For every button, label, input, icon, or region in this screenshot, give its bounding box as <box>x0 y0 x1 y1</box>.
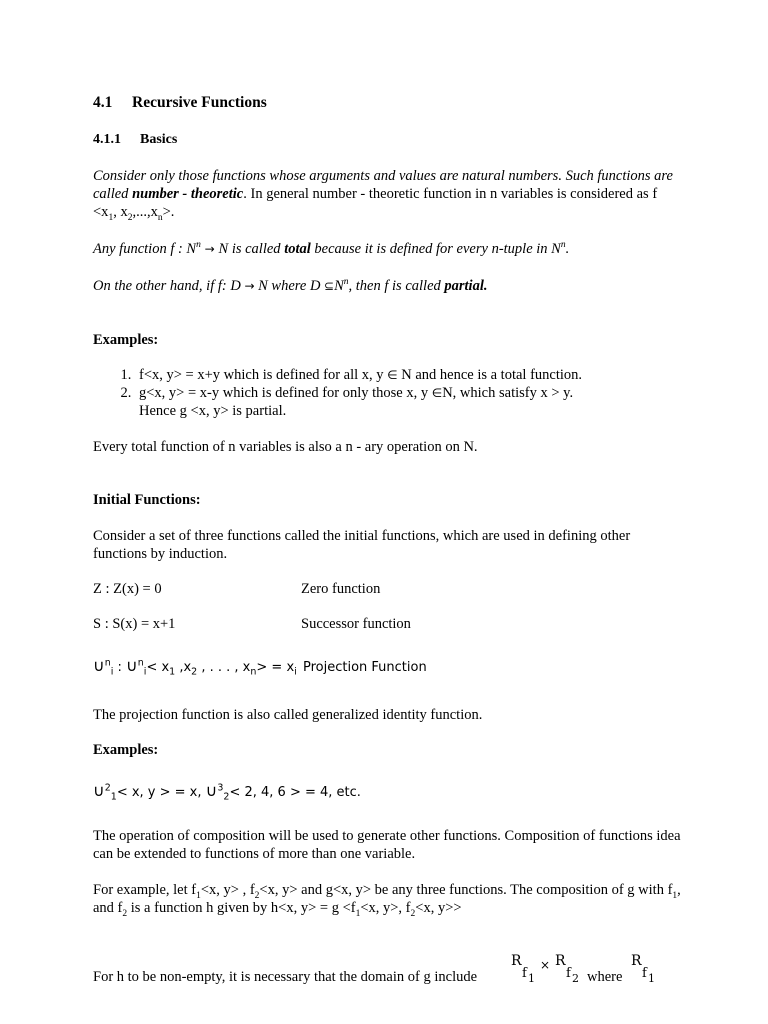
partial-definition <box>93 277 683 295</box>
section-title-text: Recursive Functions <box>132 94 267 111</box>
ex-sup-a: 2 <box>104 782 111 794</box>
intro-text: . In general number - theoretic function in n variables is considered as f <x <box>93 186 658 220</box>
intro-bold-term: number - theoretic <box>132 186 244 202</box>
total-def-sup: n <box>196 240 201 251</box>
range-r-2: R <box>555 953 566 969</box>
intro-sub-n: n <box>157 212 163 223</box>
proj-sn: n <box>250 666 257 678</box>
item2-text-a: g<x, y> = x-y which is defined for only those x, y <box>139 385 432 401</box>
proj-sub: i <box>110 666 114 678</box>
examples-list <box>93 366 695 420</box>
ex-text-b: < 2, 4, 6 > = 4, etc. <box>229 785 361 800</box>
section-number: 4.1 <box>93 94 113 111</box>
partial-def-d: , then f is called <box>348 278 445 294</box>
item1-text-a: f<x, y> = x+y which is defined for all x, y <box>139 367 388 383</box>
projection-note: The projection function is also called generalized identity function. <box>93 707 483 723</box>
total-note: Every total function of n variables is also a n - ary operation on N. <box>93 439 478 455</box>
composition-paragraph-3: For h to be non-empty, it is necessary that the domain of g include <box>93 969 478 985</box>
projection-function-def <box>93 657 297 677</box>
range-f-2: f <box>566 966 571 981</box>
comp-c: <x, y> and g<x, y> be any three functions. The composition of g with f <box>259 882 673 898</box>
item2-text-c: Hence g <x, y> is partial. <box>139 403 287 419</box>
comp-s2: 2 <box>254 890 260 901</box>
comp-f: <x, y>, f <box>360 900 411 916</box>
proj-c1: ,x <box>175 660 192 675</box>
proj-colon: : <box>113 660 127 675</box>
proj-end: > = x <box>256 660 295 675</box>
times-symbol: × <box>540 958 551 972</box>
intro-end: >. <box>162 204 175 220</box>
projection-function-name: Projection Function <box>303 660 427 675</box>
range-sub-2: 2 <box>572 972 579 985</box>
initial-functions-heading: Initial Functions: <box>93 492 201 508</box>
range-f-1: f <box>522 966 527 981</box>
proj-si: i <box>294 666 297 678</box>
comp-s5: 1 <box>355 908 361 919</box>
proj-s1: 1 <box>169 666 176 678</box>
successor-function-name: Successor function <box>301 616 411 632</box>
zero-function-def: Z : Z(x) = 0 <box>93 581 162 597</box>
ex-sub-b: 2 <box>223 791 230 803</box>
list-item <box>135 384 695 420</box>
intro-italic: Consider only those functions whose arguments and values are natural numbers. Such functions are called <box>93 168 673 202</box>
union-symbol: ∪ <box>205 781 218 800</box>
partial-def-a: On the other hand, if f: D <box>93 278 245 294</box>
element-of-symbol: ∈ <box>431 386 443 400</box>
comp-s3: 1 <box>672 890 678 901</box>
proj-sub-2: i <box>143 666 147 678</box>
element-of-symbol: ∈ <box>387 368 398 382</box>
union-symbol: ∪ <box>93 656 105 675</box>
proj-s2: 2 <box>191 666 198 678</box>
subsection-title <box>93 131 177 149</box>
ex-sub-a: 1 <box>110 791 117 803</box>
ex-text-a: < x, y > = x, <box>116 785 202 800</box>
where-word: where <box>587 969 623 985</box>
intro-sub-1: 1 <box>108 212 114 223</box>
examples-heading-1: Examples: <box>93 332 159 348</box>
total-def-a: Any function f : N <box>93 241 197 257</box>
partial-def-c: N <box>334 278 344 294</box>
proj-c2: , . . . , x <box>197 660 251 675</box>
total-def-b: N is called <box>218 241 285 257</box>
total-def-bold: total <box>284 241 311 257</box>
initial-intro: Consider a set of three functions called the initial functions, which are used in defining other functions by induction. <box>93 528 631 562</box>
intro-dots: ,...,x <box>132 204 158 220</box>
range-r-3: R <box>631 953 642 969</box>
proj-sup: n <box>104 657 111 669</box>
projection-examples <box>93 782 361 802</box>
zero-function-name: Zero function <box>301 581 381 597</box>
total-def-sup-2: n <box>560 240 566 251</box>
ex-sup-b: 3 <box>217 782 224 794</box>
subset-symbol: ⊆ <box>324 279 335 293</box>
partial-def-bold: partial. <box>444 278 488 294</box>
comp-s4: 2 <box>122 908 128 919</box>
partial-def-b: N where D <box>254 278 325 294</box>
composition-paragraph-2 <box>93 881 683 917</box>
union-symbol: ∪ <box>93 781 105 800</box>
comp-e: is a function h given by h<x, y> = g <f <box>127 900 356 916</box>
item1-text-b: N and hence is a total function. <box>397 367 583 383</box>
arrow-symbol: → <box>244 279 255 293</box>
list-item <box>135 366 695 384</box>
composition-paragraph-1: The operation of composition will be used to generate other functions. Composition of functions idea can be extended to functions of more than one variable. <box>93 828 681 862</box>
proj-args: < x <box>146 660 170 675</box>
arrow-symbol: → <box>200 242 219 256</box>
range-f-3: f <box>642 966 647 981</box>
intro-sub-2: 2 <box>127 212 133 223</box>
intro-mid: , x <box>113 204 128 220</box>
total-def-c: because it is defined for every n-tuple in N <box>310 241 561 257</box>
subsection-title-text: Basics <box>140 132 178 147</box>
item2-text-b: N, which satisfy x > y. <box>442 385 574 401</box>
intro-paragraph <box>93 167 683 221</box>
subsection-number: 4.1.1 <box>93 132 121 147</box>
comp-b: <x, y> , f <box>200 882 255 898</box>
examples-heading-2: Examples: <box>93 742 159 758</box>
partial-def-sup: n <box>343 277 349 288</box>
comp-s6: 2 <box>410 908 416 919</box>
proj-sup-2: n <box>137 657 144 669</box>
range-sub-1: 1 <box>528 972 535 985</box>
total-def-d: . <box>565 241 570 257</box>
comp-g: <x, y>> <box>415 900 462 916</box>
total-definition <box>93 240 683 258</box>
range-r-1: R <box>511 953 522 969</box>
union-symbol: ∪ <box>126 656 138 675</box>
successor-function-def: S : S(x) = x+1 <box>93 616 176 632</box>
comp-d: , and f <box>93 882 681 916</box>
section-title <box>93 94 267 112</box>
range-sub-3: 1 <box>648 972 655 985</box>
comp-s1: 1 <box>196 890 201 901</box>
comp-a: For example, let f <box>93 882 197 898</box>
